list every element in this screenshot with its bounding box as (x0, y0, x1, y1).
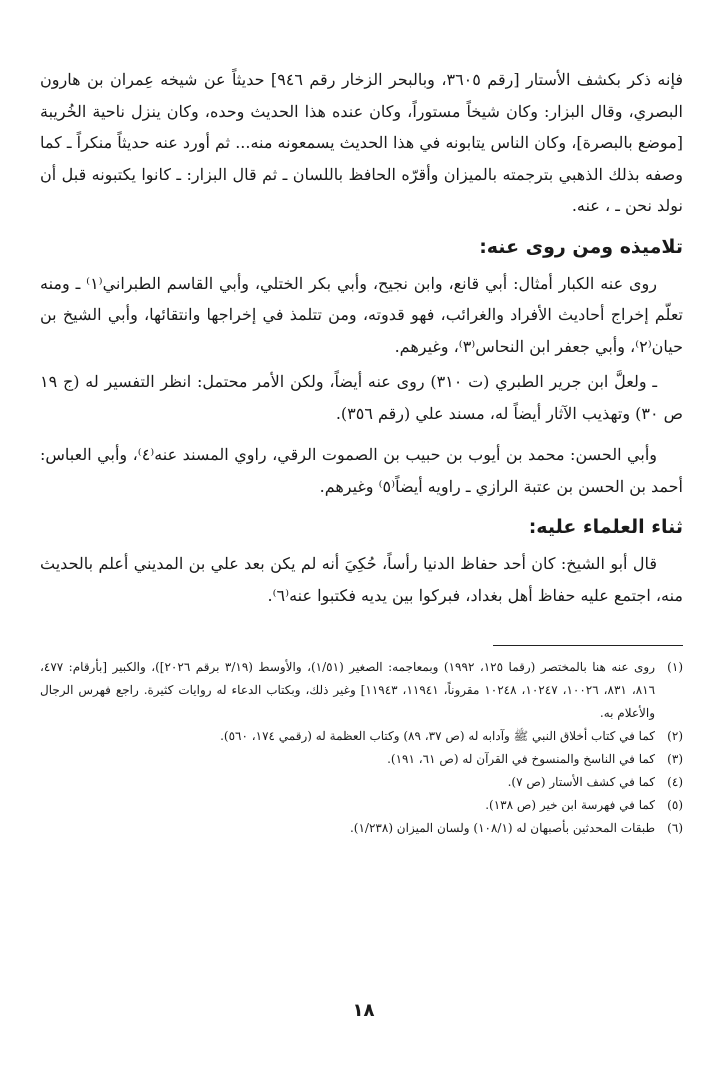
footnote-1 (40, 656, 683, 725)
footnote-text: كما في فهرسة ابن خير (ص ١٣٨). (485, 798, 655, 812)
body-paragraph-1: فإنه ذكر بكشف الأستار [رقم ٣٦٠٥، وبالبحر الزخار رقم ٩٤٦] حديثاً عن شيخه عِمران بن هارون البصري، وقال البزار: وكان شيخاً مستوراً، وكان عنده هذا الحديث وحده، وكان ينزل ناحية الخُريبة [موضع بالبصرة]، وكان الناس يتابونه في هذا الحديث يسمعونه منه... ثم أورد عنه حديثاً منكراً ـ كما وصفه بذلك الذهبي بترجمته بالميزان وأقرّه الحافظ باللسان ـ ثم قال البزار: ـ كانوا يكتبونه قبل أن نولد نحن ـ ، عنه. (40, 70, 683, 215)
body-paragraph-2: روى عنه الكبار أمثال: أبي قانع، وابن نجيح، وأبي بكر الختلي، وأبي القاسم الطبراني⁽١⁾ ـ ومنه تعلّم إخراج أحاديث الأفراد والغرائب، فهو قدوته، ومن تتلمذ في إخراجها وانتقائها، وأبي الشيخ بن حيان⁽٢⁾، وأبي جعفر ابن النحاس⁽٣⁾، وغيرهم. (40, 273, 683, 356)
footnote-5 (40, 794, 683, 817)
footnote-6 (40, 817, 683, 840)
footnote-number: (٦) (667, 821, 683, 835)
footnote-3 (40, 748, 683, 771)
body-paragraph-4: وأبي الحسن: محمد بن أيوب بن حبيب بن الصموت الرقي، راوي المسند عنه⁽٤⁾، وأبي العباس: أحمد بن الحسن بن عتبة الرازي ـ راويه أيضاً⁽٥⁾ وغيرهم. (40, 445, 683, 496)
body-paragraph-3: ـ ولعلَّ ابن جرير الطبري (ت ٣١٠) روى عنه أيضاً، ولكن الأمر محتمل: انظر التفسير له (ج ١٩ ص ٣٠) وتهذيب الآثار أيضاً له، مسند علي (رقم ٣٥٦). (40, 372, 683, 423)
footnote-number: (٥) (667, 798, 683, 812)
body-paragraph-5: قال أبو الشيخ: كان أحد حفاظ الدنيا رأساً، حُكِيَ أنه لم يكن بعد علي بن المديني أعلم بالحديث منه، اجتمع عليه حفاظ أهل بغداد، فبركوا بين يديه فكتبوا عنه⁽٦⁾. (40, 554, 683, 605)
footnote-number: (١) (667, 660, 683, 674)
footnotes (40, 656, 683, 840)
footnote-text: طبقات المحدثين بأصبهان له (١٠٨/١) ولسان الميزان (١/٢٣٨). (349, 821, 655, 835)
page-number: ١٨ (352, 1000, 375, 1021)
footnote-text: روى عنه هنا بالمختصر (رقما ١٢٥، ١٩٩٢) وبمعاجمه: الصغير (١/٥١)، والأوسط (٣/١٩ برقم ٢٠٢٦])، والكبير [بأرقام: ٤٧٧، ٨١٦، ٨٣١، ١٠٠٢٦، ١٠٢٤٧، ١٠٢٤٨ مقروناً، ١١٩٤١، ١١٩٤٣] وغير ذلك، وبكتاب الدعاء له روايات كثيرة. راجع فهرس الرجال والأعلام به. (40, 660, 656, 720)
footnote-number: (٣) (667, 752, 683, 766)
footnote-number: (٤) (667, 775, 683, 789)
footnote-number: (٢) (667, 729, 683, 743)
footnote-text: كما في كشف الأستار (ص ٧). (507, 775, 655, 789)
section-heading-students: تلاميذه ومن روى عنه: (479, 235, 683, 258)
footnote-divider (493, 645, 683, 646)
footnote-2 (40, 725, 683, 748)
footnote-4 (40, 771, 683, 794)
section-heading-praise: ثناء العلماء عليه: (528, 516, 683, 538)
footnote-text: كما في الناسخ والمنسوخ في القرآن له (ص ٦١، ١٩١). (387, 752, 655, 766)
footnote-text: كما في كتاب أخلاق النبي ﷺ وآدابه له (ص ٣٧، ٨٩) وكتاب العظمة له (رقمي ١٧٤، ٥٦٠). (220, 729, 655, 743)
